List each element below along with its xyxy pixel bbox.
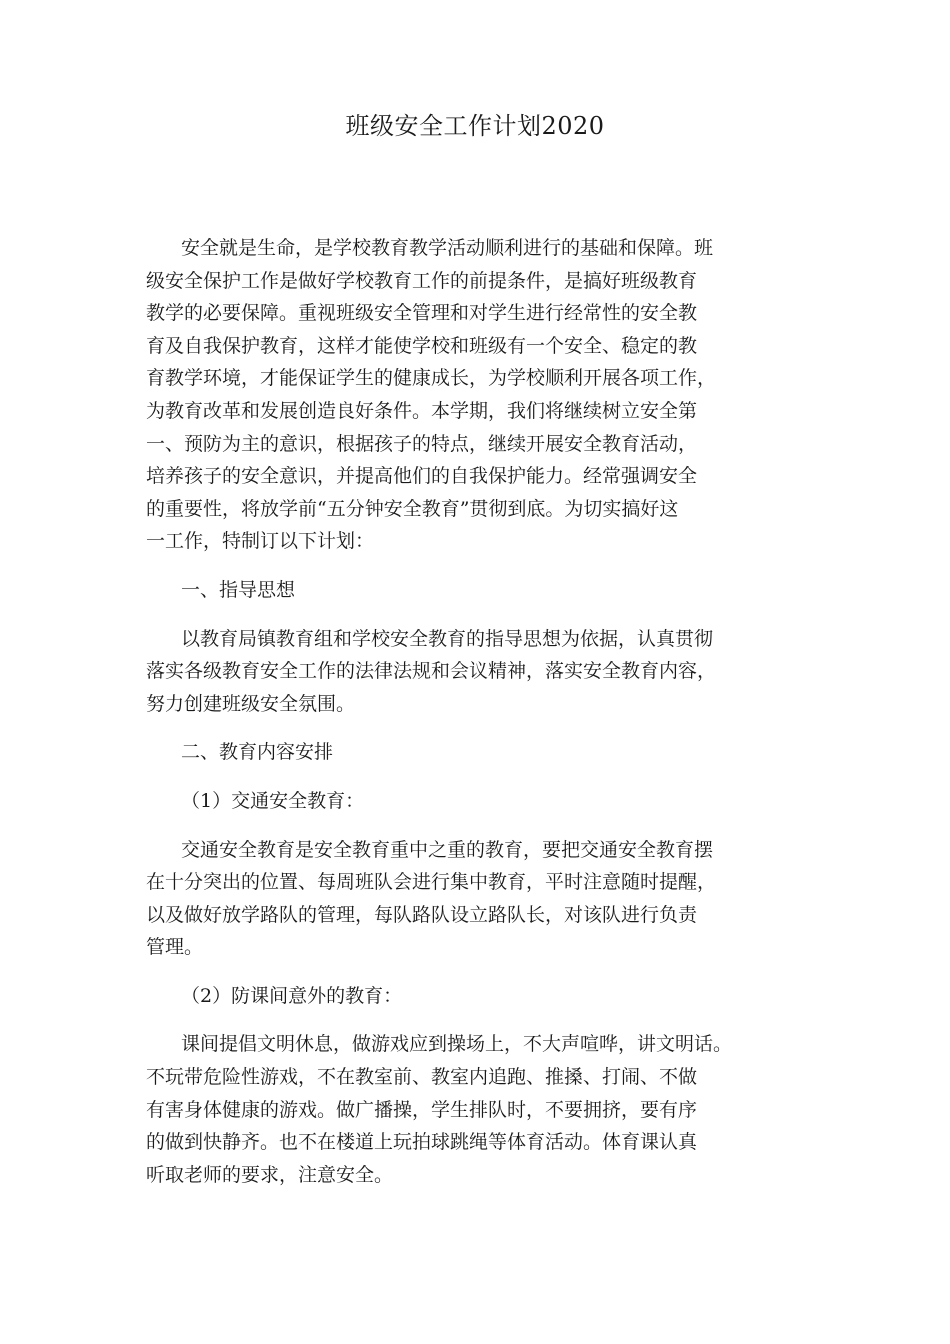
- paragraph-line: 努力创建班级安全氛围。: [146, 692, 356, 715]
- paragraph-line: 培养孩子的安全意识，并提高他们的自我保护能力。经常强调安全: [146, 465, 698, 488]
- paragraph-line: 不玩带危险性游戏，不在教室前、教室内追跑、推搡、打闹、不做: [146, 1066, 698, 1089]
- paragraph-line: 级安全保护工作是做好学校教育工作的前提条件，是搞好班级教育: [146, 269, 698, 292]
- section-heading-guiding-thought: 一、指导思想: [181, 578, 296, 601]
- document-body: [146, 232, 816, 1191]
- document-title: 班级安全工作计划2020: [345, 112, 605, 140]
- paragraph-line: 一、预防为主的意识，根据孩子的特点，继续开展安全教育活动，: [146, 432, 698, 455]
- paragraph-line: 育教学环境，才能保证学生的健康成长，为学校顺利开展各项工作，: [146, 367, 717, 390]
- paragraph-line: 管理。: [146, 936, 204, 959]
- recess-safety-paragraph: [146, 1028, 816, 1191]
- section-heading-education-content: 二、教育内容安排: [181, 741, 334, 764]
- paragraph-line: 有害身体健康的游戏。做广播操，学生排队时，不要拥挤，要有序: [146, 1098, 698, 1121]
- paragraph-line: 课间提倡文明休息，做游戏应到操场上，不大声喧哗，讲文明话。: [181, 1033, 733, 1056]
- paragraph-line: 以及做好放学路队的管理，每队路队设立路队长，对该队进行负责: [146, 903, 698, 926]
- paragraph-line: 安全就是生命，是学校教育教学活动顺利进行的基础和保障。班: [181, 237, 714, 259]
- paragraph-line: 教学的必要保障。重视班级安全管理和对学生进行经常性的安全教: [146, 302, 698, 325]
- guiding-thought-paragraph: [146, 623, 816, 721]
- paragraph-line: 育及自我保护教育，这样才能使学校和班级有一个安全、稳定的教: [146, 334, 698, 357]
- paragraph-line: 为教育改革和发展创造良好条件。本学期，我们将继续树立安全第: [146, 399, 698, 422]
- intro-paragraph: [146, 232, 816, 558]
- paragraph-line: 听取老师的要求，注意安全。: [146, 1163, 394, 1186]
- paragraph-line: 的重要性，将放学前“五分钟安全教育”贯彻到底。为切实搞好这: [146, 497, 679, 520]
- subheading-recess-safety: （2）防课间意外的教育：: [181, 984, 403, 1007]
- subheading-traffic-safety: （1）交通安全教育：: [181, 789, 365, 812]
- paragraph-line: 以教育局镇教育组和学校安全教育的指导思想为依据，认真贯彻: [181, 627, 714, 650]
- paragraph-line: 落实各级教育安全工作的法律法规和会议精神，落实安全教育内容，: [146, 660, 717, 683]
- paragraph-line: 交通安全教育是安全教育重中之重的教育，要把交通安全教育摆: [181, 838, 714, 861]
- paragraph-line: 在十分突出的位置、每周班队会进行集中教育，平时注意随时提醒，: [146, 871, 717, 894]
- paragraph-line: 的做到快静齐。也不在楼道上玩拍球跳绳等体育活动。体育课认真: [146, 1131, 698, 1154]
- paragraph-line: 一工作，特制订以下计划：: [146, 530, 375, 553]
- traffic-safety-paragraph: [146, 834, 816, 964]
